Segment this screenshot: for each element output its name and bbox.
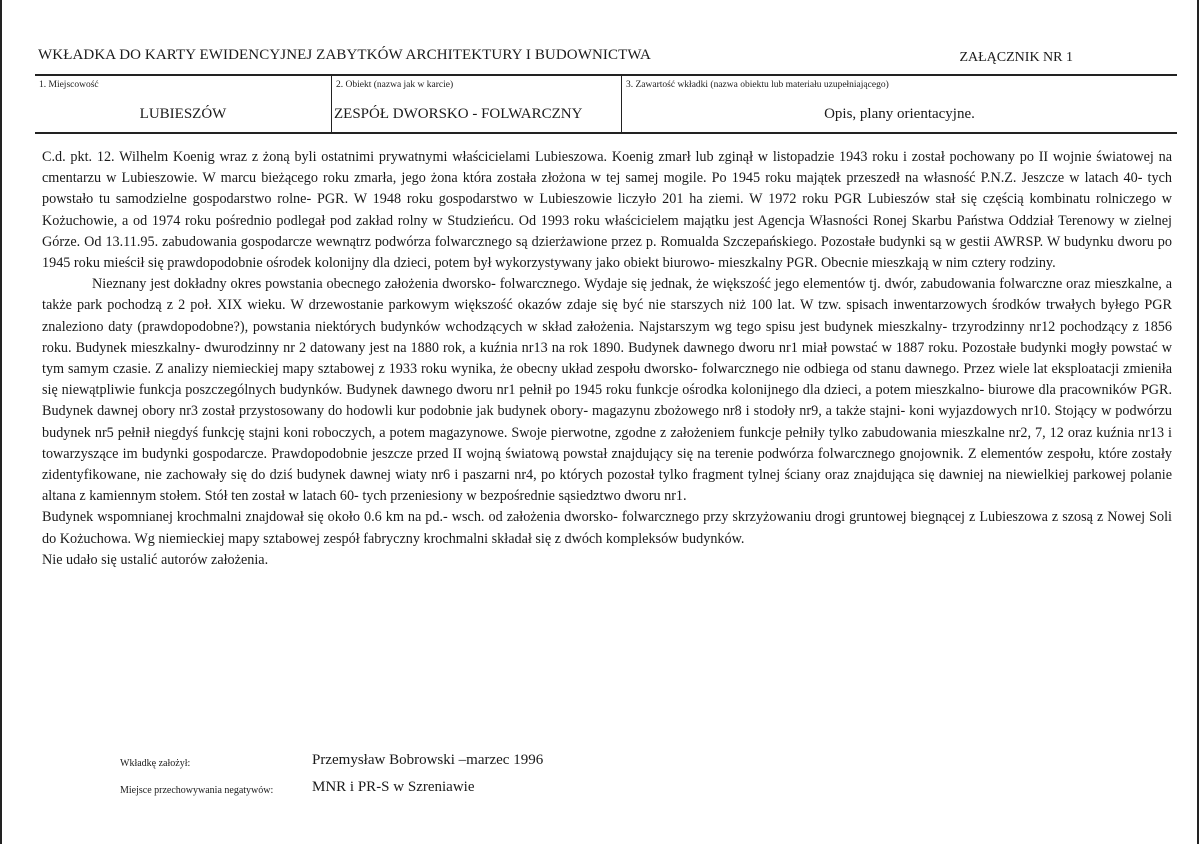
document-title: WKŁADKA DO KARTY EWIDENCYJNEJ ZABYTKÓW ARCHITEKTURY I BUDOWNICTWA [38,47,651,63]
author-label: Wkładkę założył: [120,758,191,769]
paragraph-owners: C.d. pkt. 12. Wilhelm Koenig wraz z żoną byli ostatnimi prywatnymi właścicielami Lubieszowa. Koenig zmarł lub zginął w listopadzie 1943 roku i został pochowany po II wojnie światowej na cmentarzu w Lubieszowie. W marcu bieżącego roku zmarła, jego żona która została złożona w tej samej mogile. Po 1945 roku majątek przeszedł na własność P.N.Z. Jeszcze w latach 40- tych powstało tu samodzielne gospodarstwo rolne- PGR. W 1948 roku gospodarstwo w Lubieszowie liczyło 201 ha ziemi. W 1972 roku PGR Lubieszów stał się częścią kombinatu rolniczego w Kożuchowie, a od 1974 roku pośrednio podlegał pod zakład rolny w Studzieńcu. Od 1993 roku właścicielem majątku jest Agencja Własności Ronej Skarbu Państwa Oddział Terenowy w zielnej Górze. Od 13.11.95. zabudowania gospodarcze wewnątrz podwórza folwarcznego są dzierżawione przez p. Romualda Szczepańskiego. Pozostałe budynki są w gestii AWRSP. W budynku dworu po 1945 roku mieścił się prawdopodobnie ośrodek kolonijny dla dzieci, potem był wykorzystywany jako obiekt biurowo- mieszkalny PGR. Obecnie mieszkają w nim cztery rodziny. [42,149,1172,272]
description-body [42,147,1172,571]
storage-value: MNR i PR-S w Szreniawie [312,779,475,795]
object-cell [331,76,622,132]
storage-label: Miejsce przechowywania negatywów: [120,785,274,796]
annex-number: ZAŁĄCZNIK NR 1 [959,50,1073,65]
place-label: 1. Miejscowość [39,80,99,90]
paragraph-history: Nieznany jest dokładny okres powstania obecnego założenia dworsko- folwarcznego. Wydaje się jednak, że większość jego elementów tj. dwór, zabudowania folwarczne oraz mieszkalne, a także park pochodzą z 2 poł. XIX wieku. W drzewostanie parkowym większość okazów zdaje się być nie starszych niż 100 lat. W tzw. spisach inwentarzowych środków trwałych byłego PGR znaleziono daty (prawdopodobne?), powstania niektórych budynków wchodzących w skład założenia. Najstarszym wg tego spisu jest budynek mieszkalny- trzyrodzinny nr12 pochodzący z 1856 roku. Budynek mieszkalny- dwurodzinny nr 2 datowany jest na 1880 rok, a kuźnia nr13 na rok 1890. Budynek dawnego dworu nr1 miał powstać w 1887 roku. Pozostałe budynki mogły powstać w tym samym czasie. Z analizy niemieckiej mapy sztabowej z 1933 roku wynika, że obecny układ zespołu dworsko- folwarcznego nie odbiega od stanu dawnego. Przez wiele lat eksploatacji zmieniła się niewątpliwie funkcja poszczególnych budynków. Budynek dawnego dworu nr1 pełnił po 1945 roku funkcje ośrodka kolonijnego dla dzieci, a potem mieszkalno- biurowe dla pracowników PGR. Budynek dawnej obory nr3 został przystosowany do hodowli kur podobnie jak budynek obory- magazynu zbożowego nr8 i stodoły nr9, a także stajni- koni wyjazdowych nr10. Stojący w podwórzu budynek nr5 pełnił niegdyś funkcję stajni koni roboczych, a potem magazynowe. Swoje pierwotne, zgodne z założeniem funkcje pełniły tylko zabudowania mieszkalne nr2, 7, 12 oraz kuźnia nr13 i towarzyszące im budynki gospodarcze. Prawdopodobnie jeszcze przed II wojną światową powstał znajdujący się na terenie podwórza folwarcznego gnojownik. Z elementów zespołu, które zostały zidentyfikowane, nie zachowały się do dziś budynek dawnej wiaty nr6 i paszarni nr4, po których pozostał tylko fragment tylnej ściany oraz znajdująca się dawniej na niewielkiej parkowej polanie altana z kamiennym stołem. Stół ten został w latach 60- tych przeniesiony w bezpośrednie sąsiedztwo dworu nr1. [42,276,1172,505]
place-cell [35,76,331,132]
object-label: 2. Obiekt (nazwa jak w karcie) [336,80,454,90]
place-value: LUBIESZÓW [139,106,227,122]
paragraph-authors: Nie udało się ustalić autorów założenia. [42,551,269,568]
paragraph-starch-factory: Budynek wspomnianej krochmalni znajdował się około 0.6 km na pd.- wsch. od założenia dworsko- folwarcznego przy skrzyżowaniu drogi gruntowej biegnącej z Lubieszowa z szosą z Nowej Soli do Kożuchowa. Wg niemieckiej mapy sztabowej zespół fabryczny krochmalni składał się z dwóch kompleksów budynków. [42,509,1172,547]
content-value: Opis, plany orientacyjne. [824,106,975,122]
content-cell [621,76,1177,132]
form-header-table [35,74,1177,134]
content-label: 3. Zawartość wkładki (nazwa obiektu lub materiału uzupełniającego) [626,80,889,90]
object-value: ZESPÓŁ DWORSKO - FOLWARCZNY [334,106,583,122]
author-value: Przemysław Bobrowski –marzec 1996 [312,752,544,768]
